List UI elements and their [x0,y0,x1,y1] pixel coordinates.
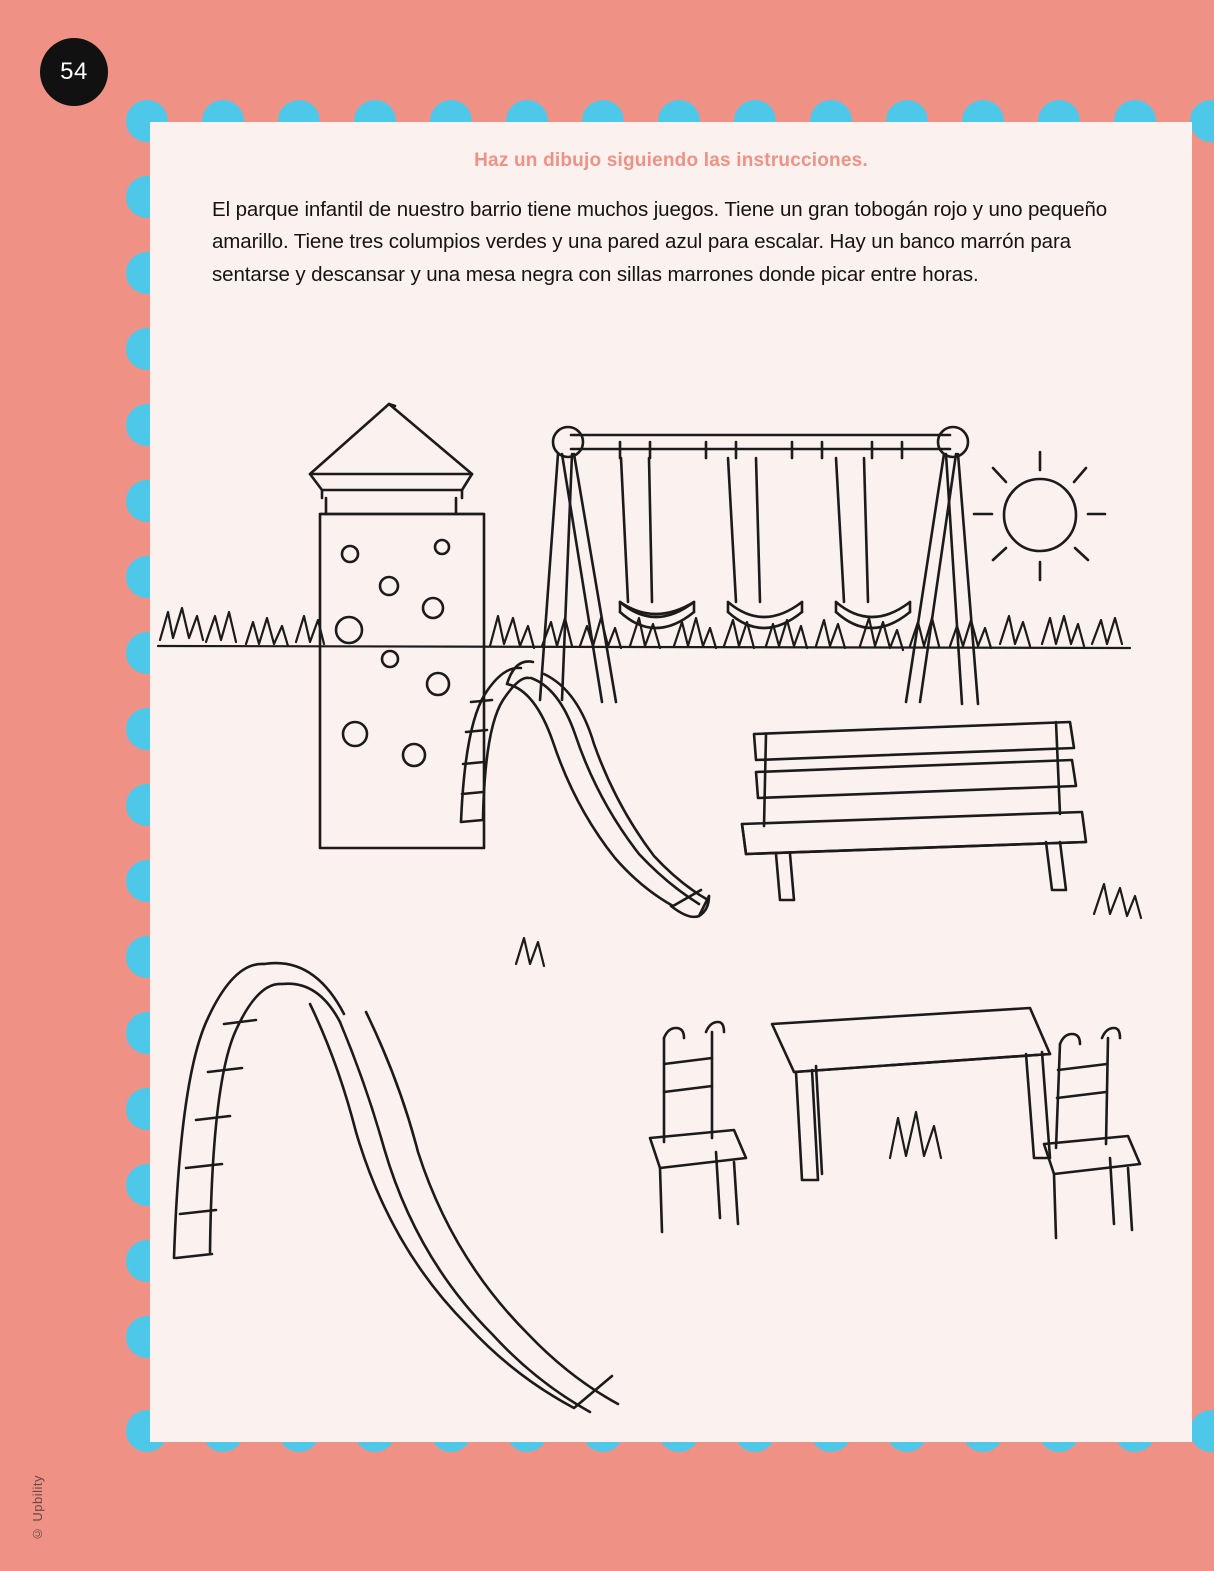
chair-left [650,1022,746,1232]
chair-right [1044,1028,1140,1238]
border-dot [1190,1410,1214,1452]
climbing-wall-tower [310,404,484,848]
large-slide [174,963,654,1442]
page-number: 54 [60,58,88,85]
small-slide [461,661,709,966]
grass-tuft [890,1112,941,1158]
swing-set [540,427,978,704]
copyright-label: © Upbility [30,1474,45,1541]
picnic-table [772,1008,1050,1180]
sun-icon [974,452,1105,580]
instruction-paragraph: El parque infantil de nuestro barrio tiene muchos juegos. Tiene un gran tobogán rojo y uno pequeño amarillo. Tiene tres columpios verdes y una pared azul para escalar. Hay un banco marrón para sentarse y descansar y una mesa negra con sillas marrones donde picar entre horas. [212,198,1108,286]
park-bench [742,722,1141,918]
border-dot [1190,100,1214,142]
artwork-illustration [150,302,1192,1442]
instruction-heading: Haz un dibujo siguiendo las instrucciones. [474,150,868,171]
worksheet-card [150,122,1192,1442]
page-number-badge [40,38,108,106]
